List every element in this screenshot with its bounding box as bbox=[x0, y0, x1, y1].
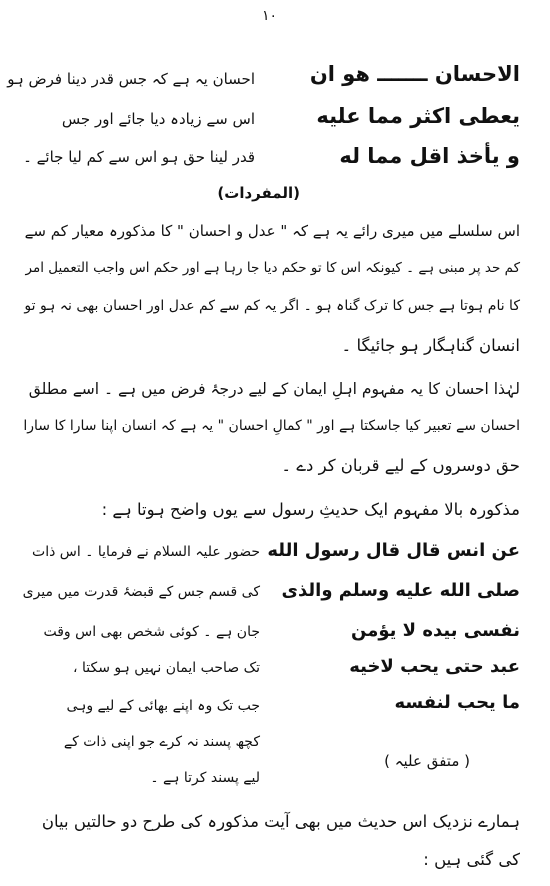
hadith-urdu-line-2: کی قسم جس کے قبضۂ قدرت میں میری bbox=[22, 584, 260, 600]
hadith-urdu-line-1: حضور علیہ السلام نے فرمایا ۔ اس ذات bbox=[32, 544, 260, 560]
ihsan-urdu-line-3: قدر لینا حق ہو اس سے کم لیا جائے ۔ bbox=[23, 148, 255, 166]
hadith-arabic-line-4: عبد حتى يحب لاخيه bbox=[349, 656, 520, 677]
ihsan-arabic-line-3: و يأخذ اقل مما له bbox=[339, 144, 520, 168]
hadith-urdu-line-5: جب تک وہ اپنے بھائی کے لیے وہی bbox=[66, 698, 260, 714]
paragraph-4-line-1: ہمارے نزدیک اس حدیث میں بھی آیت مذکورہ کی طرح دو حالتیں بیان bbox=[41, 812, 520, 831]
ihsan-arabic-line-1: الاحسان ـــــــ هو ان bbox=[309, 62, 520, 86]
hadith-urdu-line-3: جان ہے ۔ کوئی شخص بھی اس وقت bbox=[43, 624, 260, 640]
paragraph-2-line-3: حق دوسروں کے لیے قربان کر دے ۔ bbox=[281, 456, 520, 475]
paragraph-2-line-1: لہٰذا احسان کا یہ مفہوم اہلِ ایمان کے لیے درجۂ فرض میں ہے ۔ اسے مطلق bbox=[28, 380, 520, 398]
paragraph-2-line-2: احسان سے تعبیر کیا جاسکتا ہے اور " کمالِ احسان " یہ ہے کہ انسان اپنا سارا کا سارا bbox=[23, 418, 520, 434]
page-number: ۱۰ bbox=[262, 8, 278, 24]
paragraph-1-line-1: اس سلسلے میں میری رائے یہ ہے کہ " عدل و احسان " کا مذکورہ معیار کم سے bbox=[24, 222, 520, 240]
paragraph-1-line-3: کا نام ہوتا ہے جس کا ترک گناہ ہو ۔ اگر یہ کم سے کم عدل اور احسان بھی نہ ہو تو bbox=[24, 298, 520, 314]
hadith-urdu-line-7: لیے پسند کرتا ہے ۔ bbox=[150, 770, 260, 786]
hadith-urdu-line-4: تک صاحب ایمان نہیں ہو سکتا ، bbox=[73, 660, 260, 676]
hadith-arabic-line-3: نفسى بيده لا يؤمن bbox=[351, 620, 520, 641]
ihsan-urdu-line-2: اس سے زیادہ دیا جائے اور جس bbox=[61, 110, 255, 128]
ihsan-arabic-line-2: يعطى اكثر مما عليه bbox=[316, 104, 520, 128]
paragraph-1-line-4: انسان گناہگار ہو جائیگا ۔ bbox=[341, 336, 520, 355]
hadith-source: ( متفق علیہ ) bbox=[384, 752, 470, 770]
ihsan-urdu-line-1: احسان یہ ہے کہ جس قدر دینا فرض ہو bbox=[7, 70, 255, 88]
paragraph-4-line-2: کی گئی ہیں : bbox=[423, 850, 520, 869]
hadith-urdu-line-6: کچھ پسند نہ کرے جو اپنی ذات کے bbox=[63, 734, 260, 750]
paragraph-3: مذکورہ بالا مفہوم ایک حدیثِ رسول سے یوں واضح ہوتا ہے : bbox=[101, 500, 520, 519]
source-citation: (المفردات) bbox=[217, 184, 300, 202]
hadith-arabic-line-1: عن انس قال قال رسول الله bbox=[267, 540, 520, 561]
hadith-arabic-line-2: صلى الله عليه وسلم والذى bbox=[281, 580, 520, 601]
paragraph-1-line-2: کم حد پر مبنی ہے ۔ کیونکہ اس کا تو حکم دیا جا رہا ہے اور حکم اس واجب التعمیل امر bbox=[25, 260, 520, 276]
hadith-arabic-line-5: ما يحب لنفسه bbox=[394, 692, 520, 713]
